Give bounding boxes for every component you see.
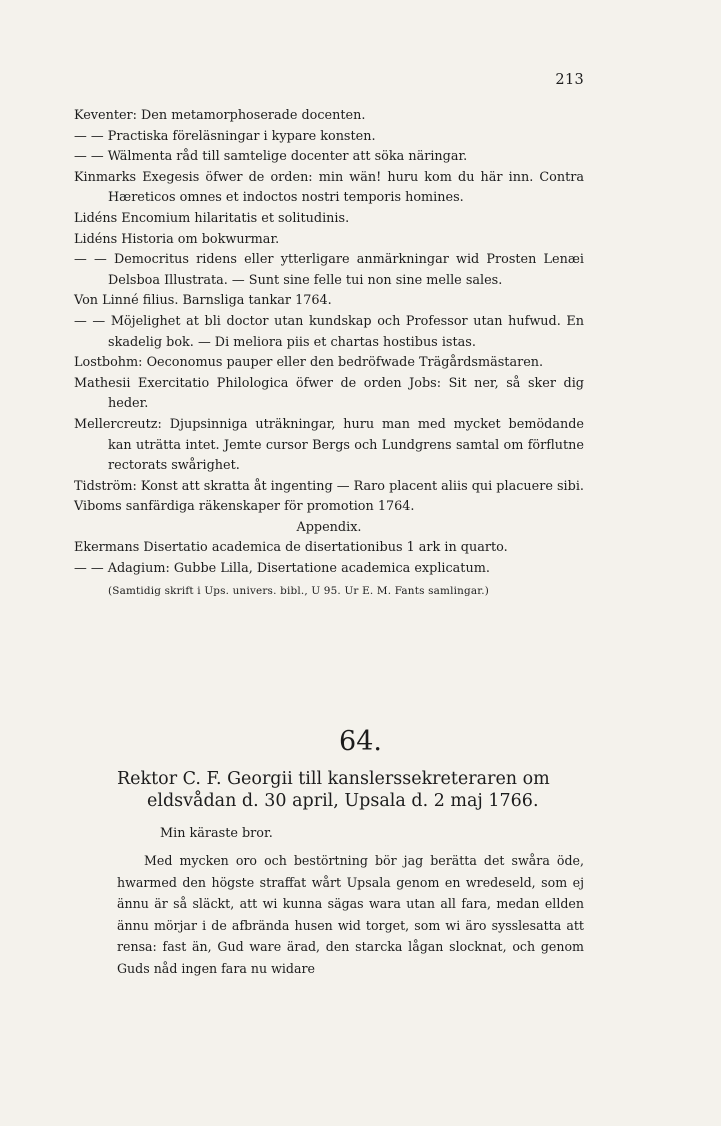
list-item: Kinmarks Exegesis öfwer de orden: min wän! huru kom du här inn. Contra Hæreticos omnes et indoctos nostri temporis homines.: [74, 169, 584, 206]
letter-body: Med mycken oro och bestörtning bör jag berätta det swåra öde, hwarmed den högste straffat wårt Upsala genom en wredeseld, som ej ännu är så släckt, att wi kunna sägas wara utan all fara, medan ellden ännu mörjar i de afbrända husen wid torget, som wi äro sysslesatta att rensa: fast än, Gud ware ärad, den starcka lågan slocknat, och genom Guds nåd ingen fara nu widare: [117, 853, 584, 976]
list-item: Lostbohm: Oeconomus pauper eller den bedröfwade Trägårdsmästaren.: [74, 355, 544, 371]
list-item: — — Adagium: Gubbe Lilla, Disertatione academica explicatum.: [74, 561, 490, 577]
list-item: — — Möjelighet at bli doctor utan kundskap och Professor utan hufwud. En skadelig bok. — Di meliora piis et chartas hostibus istas.: [74, 313, 584, 350]
list-item: Lidéns Encomium hilaritatis et solitudinis.: [74, 210, 350, 226]
list-item: Von Linné filius. Barnsliga tankar 1764.: [74, 293, 332, 309]
list-item: Lidéns Historia om bokwurmar.: [74, 231, 280, 247]
source-note: (Samtidig skrift i Ups. univers. bibl., U 95. Ur E. M. Fants samlingar.): [108, 584, 490, 597]
page-number: 213: [555, 72, 584, 88]
list-item: Viboms sanfärdiga räkenskaper för promotion 1764.: [74, 499, 415, 515]
list-item: Mathesii Exercitatio Philologica öfwer de orden Jobs: Sit ner, så sker dig heder.: [74, 375, 584, 412]
letter-number: 64.: [339, 726, 382, 757]
letter-heading: Rektor C. F. Georgii till kanslerssekreteraren om eldsvådan d. 30 april, Upsala d. 2 maj 1766.: [117, 769, 550, 811]
list-item: — — Democritus ridens eller ytterligare anmärkningar wid Prosten Lenæi Delsboa Illustrata. — Sunt sine felle tui non sine melle sales.: [74, 252, 584, 288]
entry-list: [74, 106, 584, 601]
list-item: — — Wälmenta råd till samtelige docenter att söka näringar.: [74, 149, 468, 165]
list-item: — — Practiska föreläsningar i kypare konsten.: [74, 128, 376, 144]
list-item: Mellercreutz: Djupsinniga uträkningar, huru man med mycket bemödande kan uträtta intet. Jemte cursor Bergs och Lundgrens samtal om förflutne rectorats swårighet.: [74, 416, 584, 474]
salutation: Min käraste bror.: [160, 826, 273, 841]
list-item: Keventer: Den metamorphoserade docenten.: [74, 108, 366, 123]
list-item: Ekermans Disertatio academica de disertationibus 1 ark in quarto.: [74, 540, 508, 556]
list-item: Tidström: Konst att skratta åt ingenting — Raro placent aliis qui placuere sibi.: [74, 478, 584, 494]
appendix-heading: Appendix.: [296, 519, 362, 535]
